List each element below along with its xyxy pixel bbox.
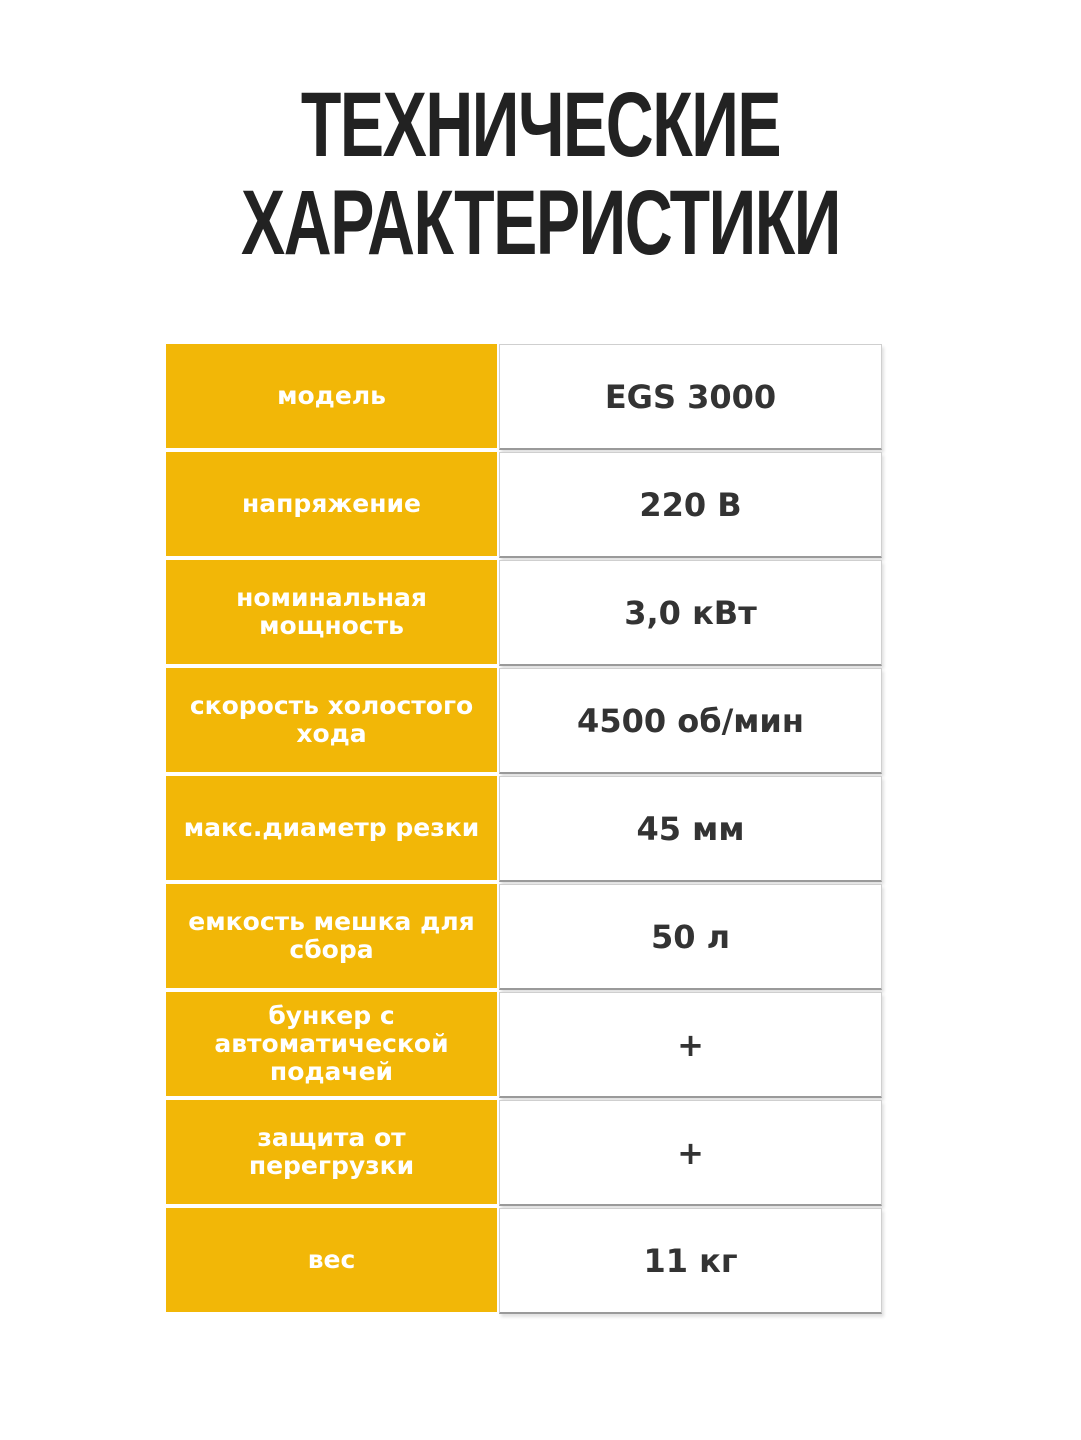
spec-row-idle-speed (166, 668, 882, 776)
page-title (0, 76, 1081, 272)
spec-label: модель (166, 344, 497, 450)
specs-table (166, 344, 882, 1314)
page-title-line-2: ХАРАКТЕРИСТИКИ (241, 172, 840, 274)
spec-label: защита от перегрузки (166, 1100, 497, 1206)
spec-value: 220 В (499, 452, 882, 558)
spec-value: + (499, 992, 882, 1098)
spec-label: напряжение (166, 452, 497, 558)
spec-label: емкость мешка для сбора (166, 884, 497, 990)
spec-label: вес (166, 1208, 497, 1314)
spec-row-model (166, 344, 882, 452)
spec-value: 45 мм (499, 776, 882, 882)
spec-label: бункер с автоматической подачей (166, 992, 497, 1098)
spec-row-weight (166, 1208, 882, 1316)
spec-label: скорость холостого хода (166, 668, 497, 774)
spec-row-power (166, 560, 882, 668)
spec-value: 4500 об/мин (499, 668, 882, 774)
spec-row-voltage (166, 452, 882, 560)
page-title-line-1: ТЕХНИЧЕСКИЕ (300, 74, 781, 176)
spec-label: макс.диаметр резки (166, 776, 497, 882)
spec-row-max-diameter (166, 776, 882, 884)
spec-value: 11 кг (499, 1208, 882, 1314)
spec-value: + (499, 1100, 882, 1206)
spec-value: 50 л (499, 884, 882, 990)
spec-row-overload (166, 1100, 882, 1208)
spec-row-bag-capacity (166, 884, 882, 992)
spec-label: номинальная мощность (166, 560, 497, 666)
spec-value: 3,0 кВт (499, 560, 882, 666)
spec-row-hopper (166, 992, 882, 1100)
spec-value: EGS 3000 (499, 344, 882, 450)
